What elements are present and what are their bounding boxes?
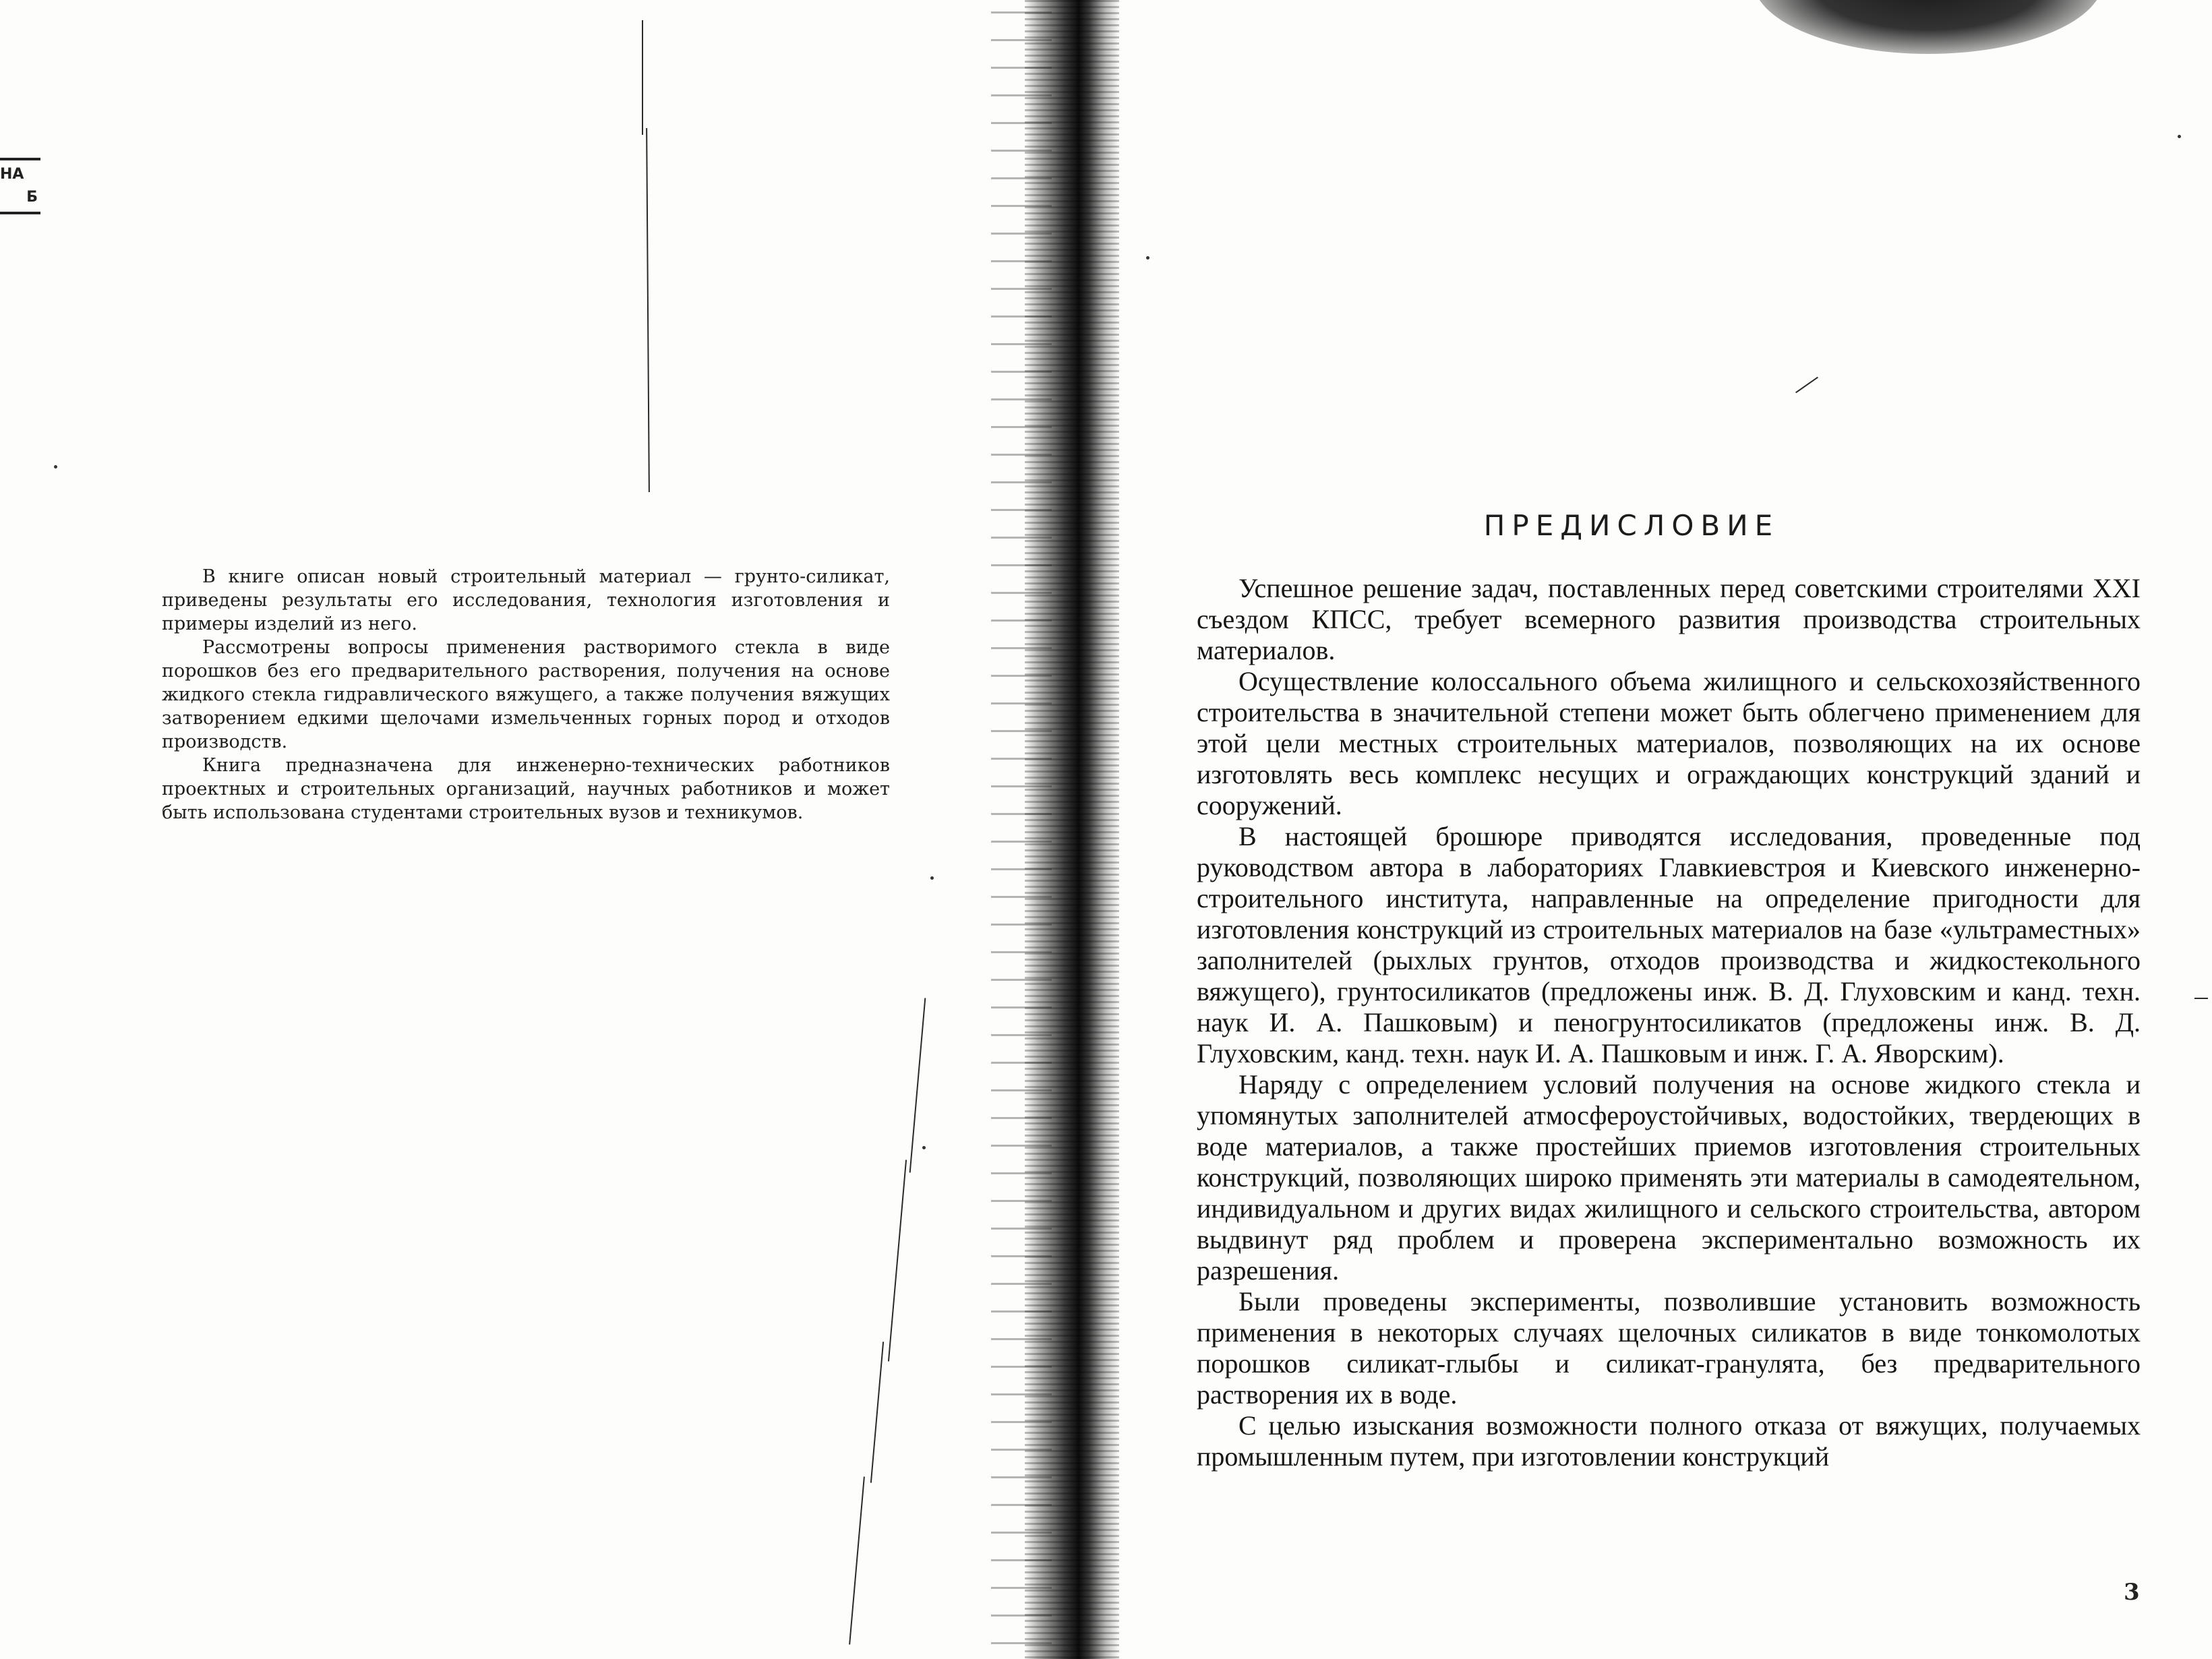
scan-dot [1146, 256, 1149, 260]
preface-paragraph: Наряду с определением условий получения на основе жидкого стекла и упомянутых заполнителей атмосфероустойчивых, водостойких, твердеющих в воде материалов, а также простейших приемов изготовления строительных конструкций, позволяющих широко применять эти материалы в самодеятельном, индивидуальном и других видах жилищного и сельского строительства, автором выдвинут ряд проблем и проверена экспериментально возможность их разрешения. [1197, 1069, 2141, 1286]
preface-paragraph: С целью изыскания возможности полного отказа от вяжущих, получаемых промышленным путем, при изготовлении конструкций [1197, 1410, 2141, 1472]
scan-dot [54, 465, 57, 469]
scan-streak [870, 1341, 884, 1482]
page-number: 3 [2124, 1579, 2140, 1606]
scan-smudge [1753, 0, 2103, 54]
scan-dot [930, 876, 934, 880]
annotation-paragraph: Рассмотрены вопросы применения растворимого стекла в виде порошков без его предварительного растворения, получения на основе жидкого стекла гидравлического вяжущего, а также получения вяжущих затворением едкими щелочами измельченных горных пород и отходов производств. [162, 637, 890, 752]
scan-streak [849, 1476, 865, 1644]
preface-paragraph: В настоящей брошюре приводятся исследования, проведенные под руководством автора в лабораториях Главкиевстроя и Киевского инженерно-строительного института, направленные на определение пригодности для изготовления конструкций из строительных материалов на базе «ультраместных» заполнителей (рыхлых грунтов, отходов производства и жидкостекольного вяжущего), грунтосиликатов (предложены инж. В. Д. Глуховским и канд. техн. наук И. А. Пашковым) и пеногрунтосиликатов (предложены инж. В. Д. Глуховским, канд. техн. наук И. А. Пашковым и инж. Г. А. Яворским). [1197, 821, 2141, 1068]
scan-streak [642, 20, 643, 135]
scan-dot [922, 1146, 926, 1149]
scan-streak [646, 128, 650, 492]
binding-gutter [1025, 0, 1119, 1659]
scan-streak [1795, 377, 1818, 394]
fragment-rule [0, 158, 40, 160]
preface-paragraph: Успешное решение задач, поставленных перед советскими строителями XXI съездом КПСС, требует всемерного развития производства строительных материалов. [1197, 573, 2141, 665]
scan-streak [888, 1159, 907, 1361]
annotation-paragraph: Книга предназначена для инженерно-технических работников проектных и строительных организаций, научных работников и может быть использована студентами строительных вузов и техникумов. [162, 755, 890, 823]
fragment-rule [0, 212, 40, 214]
scan-dot [2178, 135, 2181, 138]
fragment-text-1: НА [0, 166, 24, 183]
preface-paragraph: Осуществление колоссального объема жилищного и сельскохозяйственного строительства в значительной степени может быть облегчено применением для этой цели местных строительных материалов, позволяющих на их основе изготовлять весь комплекс несущих и ограждающих конструкций зданий и сооружений. [1197, 666, 2141, 820]
previous-page-fragment [0, 155, 40, 217]
fragment-text-2: Б [26, 189, 38, 206]
scan-streak [2194, 998, 2208, 999]
book-annotation [162, 565, 890, 824]
annotation-paragraph: В книге описан новый строительный материал — грунто-силикат, приведены результаты его исследования, технология изготовления и примеры изделий из него. [162, 566, 890, 634]
preface-heading: ПРЕДИСЛОВИЕ [1483, 509, 1780, 542]
preface-body [1197, 573, 2141, 1472]
preface-paragraph: Были проведены эксперименты, позволившие установить возможность применения в некоторых случаях щелочных силикатов в виде тонкомолотых порошков силикат-глыбы и силикат-гранулята, без предварительного растворения их в воде. [1197, 1286, 2141, 1410]
